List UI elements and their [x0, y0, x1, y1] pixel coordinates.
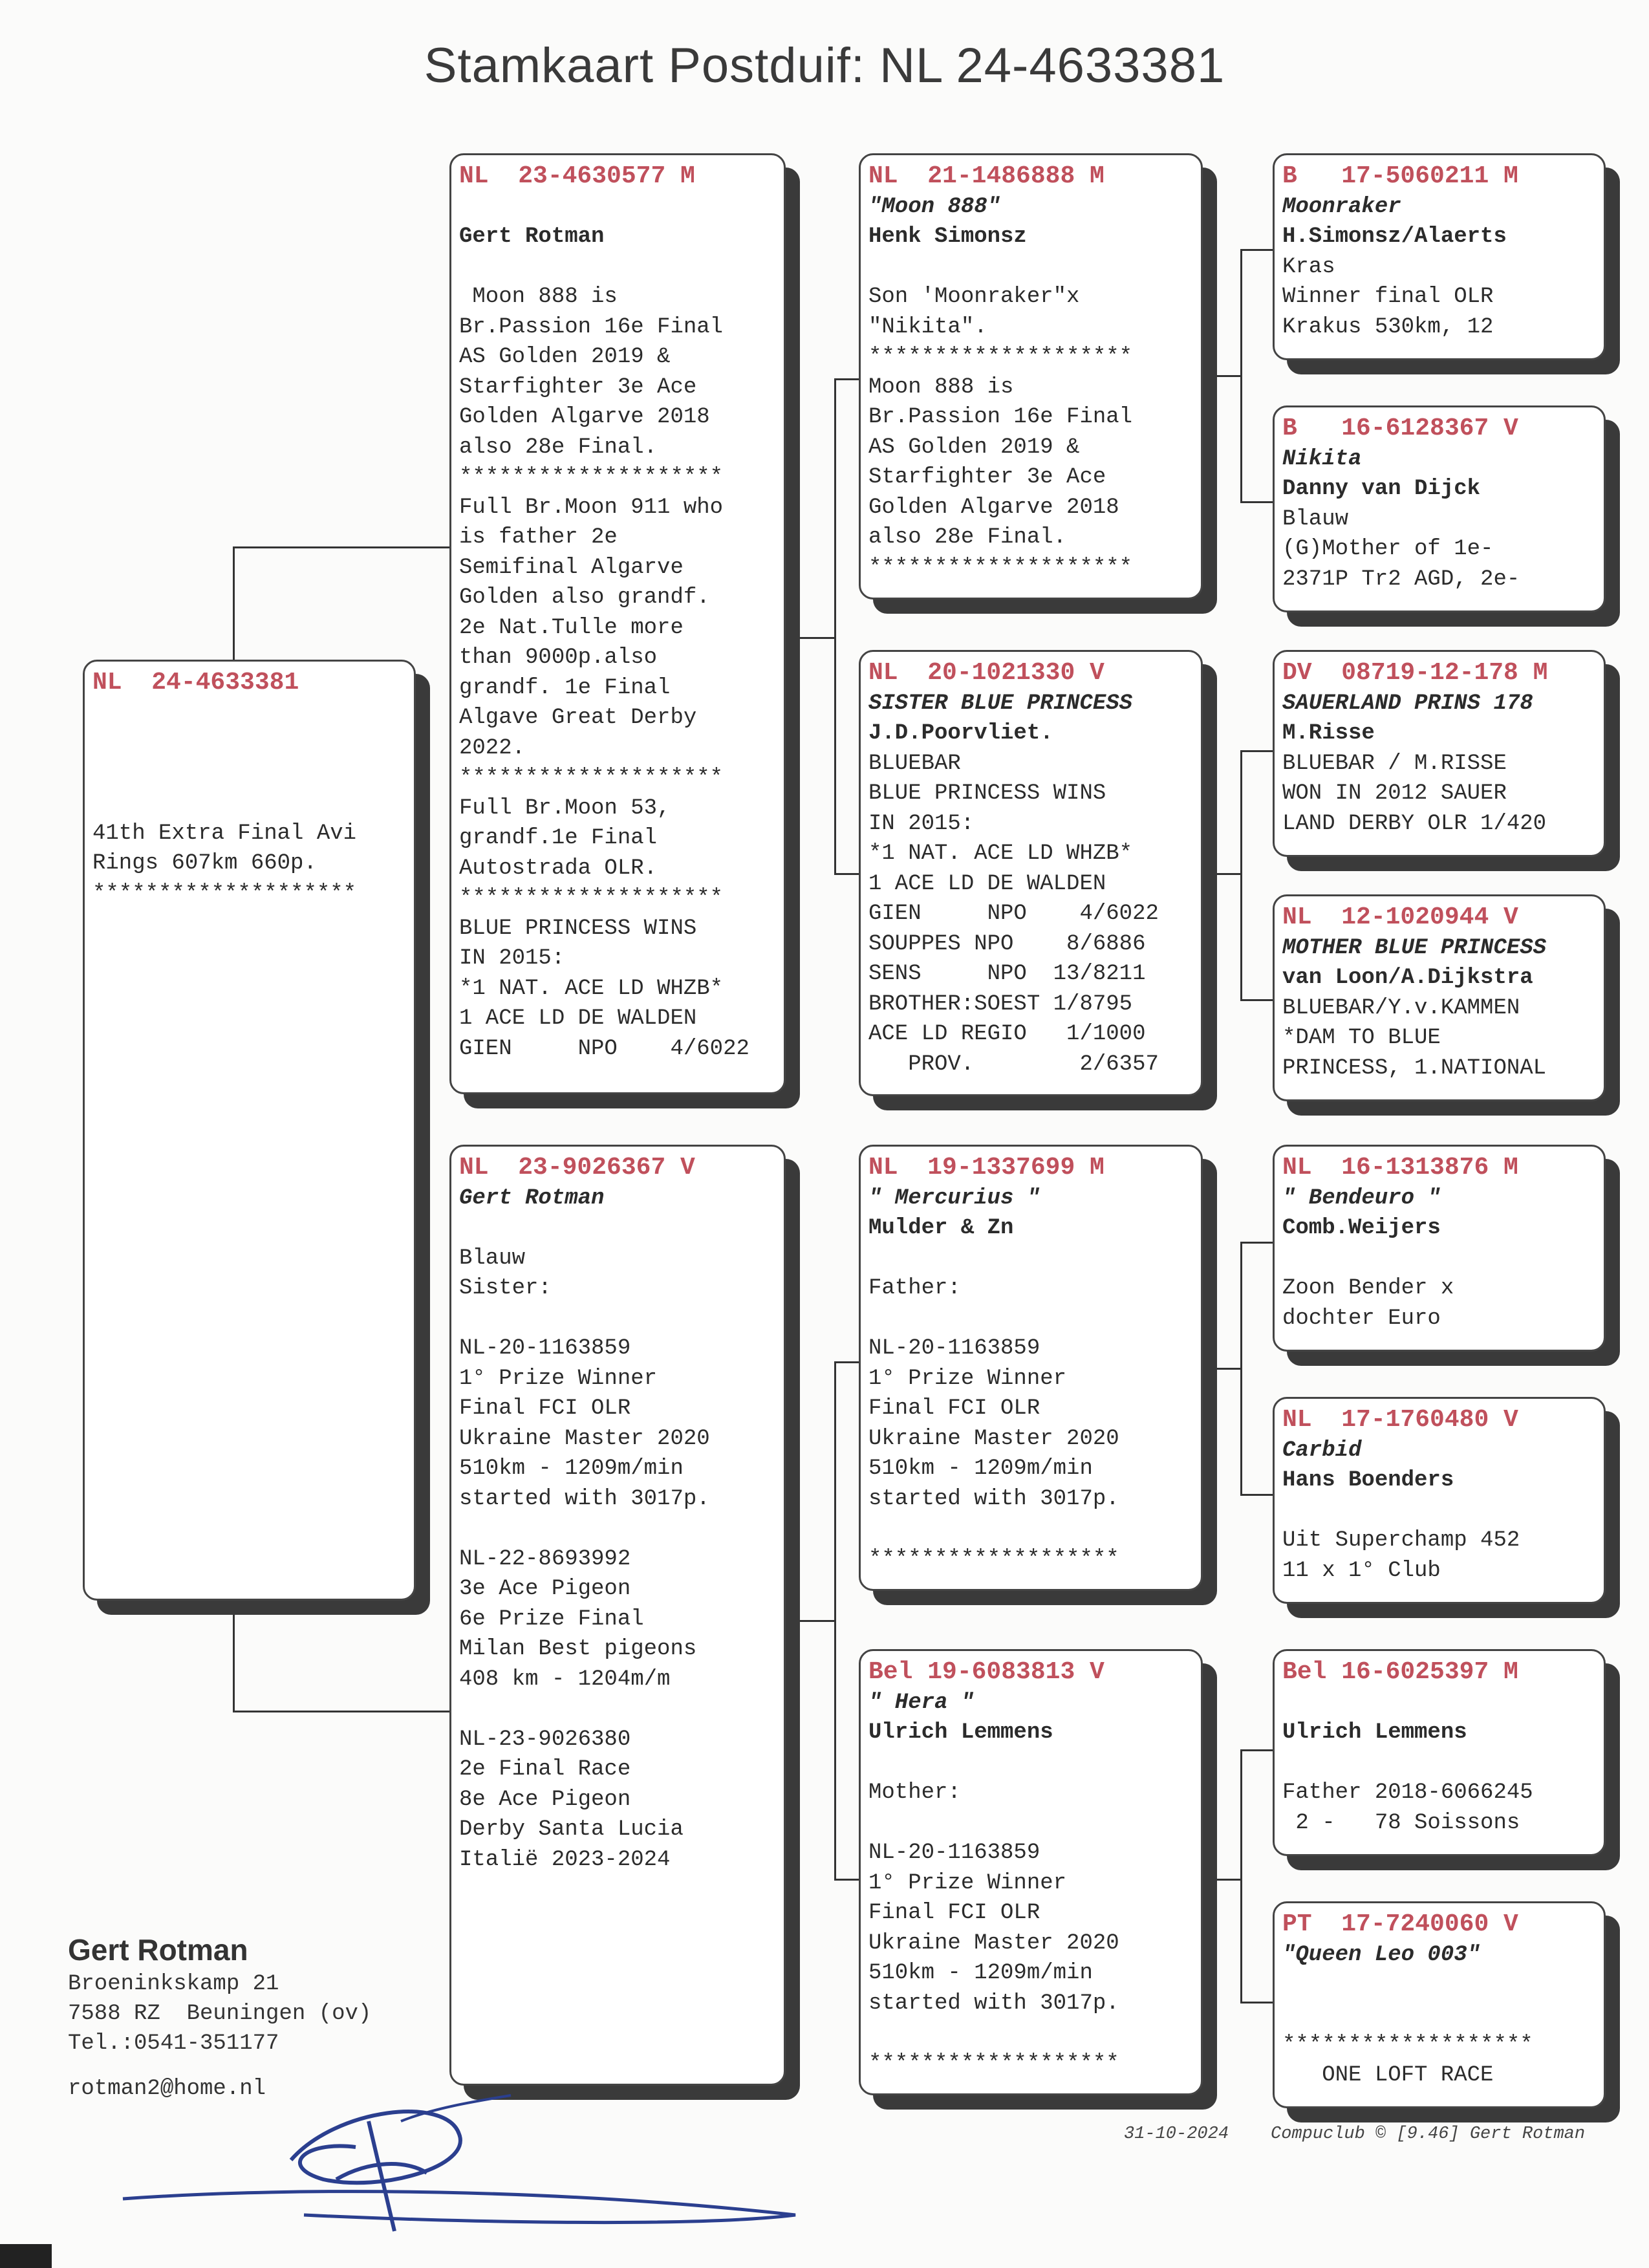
card-line: AS Golden 2019 & [459, 345, 671, 369]
card-line: Final FCI OLR [459, 1396, 631, 1421]
card-line: PRINCESS, 1.NATIONAL [1282, 1055, 1547, 1081]
connector [834, 1361, 859, 1363]
card-line: Sister: [459, 1276, 552, 1301]
card-line: 1° Prize Winner [459, 1366, 658, 1391]
card-sss [1273, 153, 1606, 360]
card-line: Milan Best pigeons [459, 1637, 697, 1661]
page-title: Stamkaart Postduif: NL 24-4633381 [424, 38, 1225, 93]
card-dds [1273, 1649, 1606, 1856]
card-line: ******************* [868, 1546, 1119, 1571]
card-line: Ulrich Lemmens [868, 1720, 1053, 1745]
card-line: NL-20-1163859 [868, 1336, 1040, 1361]
card-line: SISTER BLUE PRINCESS [868, 691, 1133, 716]
footer-software: Compuclub © [9.46] Gert Rotman [1271, 2124, 1586, 2144]
ring-number: NL 21-1486888 M [868, 162, 1105, 190]
breeder-email[interactable]: rotman2@home.nl [68, 2077, 266, 2101]
card-dam-sire [859, 1145, 1203, 1591]
card-line [1282, 1496, 1597, 1526]
card-dam [449, 1145, 786, 2086]
card-line: Father: [868, 1276, 961, 1301]
card-line: Blauw [459, 1246, 526, 1271]
connector [834, 637, 836, 873]
connector [834, 378, 859, 380]
connector [1240, 999, 1273, 1001]
card-line: *1 NAT. ACE LD WHZB* [459, 976, 724, 1001]
card-line [1282, 1244, 1597, 1274]
card-line: IN 2015: [868, 811, 975, 836]
connector [1240, 1749, 1273, 1751]
card-line [459, 1213, 777, 1244]
card-line: grandf. 1e Final [459, 675, 671, 700]
card-line: 510km - 1209m/min [459, 1456, 684, 1481]
card-line: also 28e Final. [868, 525, 1067, 550]
card-line: grandf.1e Final [459, 826, 658, 850]
card-line: Carbid [1282, 1438, 1362, 1463]
ring-number: B 17-5060211 M [1282, 162, 1518, 190]
card-line: Golden Algarve 2018 [868, 495, 1119, 520]
connector [834, 378, 836, 637]
card-line: ACE LD REGIO 1/1000 [868, 1022, 1146, 1046]
card-line: Uit Superchamp 452 [1282, 1528, 1520, 1553]
card-line: 2371P Tr2 AGD, 2e- [1282, 567, 1520, 592]
signature-image [110, 2082, 808, 2238]
card-line: 510km - 1209m/min [868, 1456, 1093, 1481]
breeder-street: Broeninkskamp 21 [68, 1972, 279, 1996]
card-line: 1° Prize Winner [868, 1366, 1067, 1391]
ring-number: NL 12-1020944 V [1282, 903, 1518, 931]
ring-number: NL 24-4633381 [92, 669, 299, 697]
card-line: 2e Nat.Tulle more [459, 615, 684, 640]
card-line: Danny van Dijck [1282, 477, 1481, 501]
card-line: Winner final OLR [1282, 285, 1494, 309]
scan-edge [0, 2244, 52, 2268]
connector [1240, 1242, 1273, 1244]
card-line: also 28e Final. [459, 435, 658, 460]
card-line: 2e Final Race [459, 1757, 631, 1782]
card-line: *1 NAT. ACE LD WHZB* [868, 841, 1133, 866]
ring-number: NL 19-1337699 M [868, 1154, 1105, 1182]
card-line: 2022. [459, 735, 526, 761]
card-line [868, 1748, 1194, 1778]
card-line: started with 3017p. [459, 1486, 710, 1511]
card-line [92, 759, 407, 789]
card-line: Full Br.Moon 911 who [459, 495, 724, 520]
breeder-name: Gert Rotman [68, 1933, 248, 1967]
card-dss [1273, 1145, 1606, 1352]
card-line: WON IN 2012 SAUER [1282, 781, 1507, 806]
ring-number: NL 20-1021330 V [868, 659, 1105, 687]
card-line: 1 ACE LD DE WALDEN [868, 871, 1106, 896]
card-line: Gert Rotman [459, 1185, 605, 1211]
breeder-phone: Tel.:0541-351177 [68, 2031, 279, 2056]
connector [1240, 249, 1242, 501]
card-line: started with 3017p. [868, 1486, 1119, 1511]
card-line [1282, 1970, 1597, 2000]
ring-number: PT 17-7240060 V [1282, 1910, 1518, 1938]
card-line [868, 1514, 1194, 1544]
card-line: BLUEBAR [868, 751, 961, 776]
card-line: Moon 888 is [459, 285, 618, 309]
card-line: Golden Algarve 2018 [459, 405, 710, 429]
card-line: H.Simonsz/Alaerts [1282, 224, 1507, 249]
connector [1240, 1494, 1273, 1496]
breeder-city: 7588 RZ Beuningen (ov) [68, 2002, 372, 2026]
card-line: ONE LOFT RACE [1282, 2062, 1494, 2088]
card-line: IN 2015: [459, 946, 565, 971]
card-line: NL-23-9026380 [459, 1727, 631, 1752]
breeder-info [68, 1930, 371, 2104]
card-line: Ukraine Master 2020 [868, 1930, 1119, 1956]
connector [1203, 375, 1240, 377]
card-line: Moonraker [1282, 194, 1401, 219]
connector [1240, 1749, 1242, 2002]
card-line: Mulder & Zn [868, 1216, 1014, 1240]
card-line: Henk Simonsz [868, 224, 1027, 249]
card-line [868, 1304, 1194, 1334]
card-line: 1° Prize Winner [868, 1870, 1067, 1895]
connector [1240, 501, 1273, 503]
card-line: GIEN NPO 4/6022 [459, 1036, 749, 1061]
card-line: BLUEBAR / M.RISSE [1282, 751, 1507, 776]
card-line: started with 3017p. [868, 1991, 1119, 2016]
ring-number: NL 23-9026367 V [459, 1154, 695, 1182]
card-line [459, 1304, 777, 1334]
card-ssd [1273, 405, 1606, 612]
card-line: Hans Boenders [1282, 1468, 1454, 1493]
card-line [1282, 1748, 1597, 1778]
ring-number: NL 16-1313876 M [1282, 1154, 1518, 1182]
card-line: 8e Ace Pigeon [459, 1787, 631, 1812]
connector [1240, 750, 1273, 752]
card-line: AS Golden 2019 & [868, 435, 1080, 460]
card-line: NL-22-8693992 [459, 1546, 631, 1571]
ring-number: Bel 16-6025397 M [1282, 1658, 1518, 1686]
card-line: ******************** [92, 881, 357, 906]
card-line: NL-20-1163859 [868, 1841, 1040, 1865]
connector [233, 546, 235, 663]
card-line: van Loon/A.Dijkstra [1282, 966, 1533, 990]
card-sire-dam [859, 650, 1203, 1096]
card-line [459, 252, 777, 283]
card-line: BLUE PRINCESS WINS [459, 916, 697, 941]
card-line: 6e Prize Final [459, 1606, 644, 1632]
card-line: Ulrich Lemmens [1282, 1720, 1467, 1745]
card-dam-dam [859, 1649, 1203, 2095]
card-line: Blauw [1282, 506, 1349, 532]
card-line: Krakus 530km, 12 [1282, 314, 1494, 340]
card-line [459, 192, 777, 222]
card-line: Full Br.Moon 53, [459, 795, 671, 821]
connector [1203, 1368, 1240, 1370]
card-sds [1273, 650, 1606, 857]
card-line: Nikita [1282, 446, 1362, 471]
card-line [92, 728, 407, 759]
card-line: ******************** [459, 465, 724, 490]
connector [233, 1614, 235, 1711]
card-line [868, 252, 1194, 283]
card-line: (G)Mother of 1e- [1282, 537, 1494, 561]
card-sdd [1273, 894, 1606, 1101]
card-line: Autostrada OLR. [459, 856, 658, 881]
ring-number: B 16-6128367 V [1282, 415, 1518, 442]
card-sire [449, 153, 786, 1094]
card-line: Br.Passion 16e Final [868, 405, 1133, 429]
card-line: M.Risse [1282, 721, 1375, 746]
card-line: Final FCI OLR [868, 1901, 1040, 1925]
card-line: GIEN NPO 4/6022 [868, 902, 1159, 926]
card-line: Comb.Weijers [1282, 1216, 1441, 1240]
card-line: J.D.Poorvliet. [868, 721, 1053, 746]
connector [1203, 1879, 1240, 1881]
connector [786, 637, 834, 639]
card-line: Zoon Bender x [1282, 1276, 1454, 1301]
card-line: " Bendeuro " [1282, 1185, 1441, 1211]
card-line: MOTHER BLUE PRINCESS [1282, 935, 1547, 960]
card-line: ******************** [459, 766, 724, 790]
card-line: Derby Santa Lucia [459, 1817, 684, 1842]
card-line: PROV. 2/6357 [868, 1052, 1159, 1077]
card-line: ******************* [868, 2051, 1119, 2076]
ring-number: NL 17-1760480 V [1282, 1406, 1518, 1434]
card-line: Kras [1282, 254, 1335, 279]
card-line [868, 1244, 1194, 1274]
card-line: Algave Great Derby [459, 706, 697, 730]
card-line: " Mercurius " [868, 1185, 1040, 1211]
connector [1240, 1242, 1242, 1494]
ring-number: DV 08719-12-178 M [1282, 659, 1548, 687]
card-line: 1 ACE LD DE WALDEN [459, 1006, 697, 1031]
card-line [92, 788, 407, 819]
connector [1240, 249, 1273, 251]
card-sire-sire [859, 153, 1203, 599]
card-line: Br.Passion 16e Final [459, 314, 724, 340]
card-line: SOUPPES NPO 8/6886 [868, 931, 1146, 956]
card-line: ******************** [459, 886, 724, 911]
connector [834, 1361, 836, 1879]
card-line: ******************* [1282, 2033, 1533, 2057]
card-dsd [1273, 1397, 1606, 1604]
card-line: Gert Rotman [459, 224, 605, 249]
connector [1240, 2002, 1273, 2003]
card-line: Rings 607km 660p. [92, 851, 317, 876]
card-line: Mother: [868, 1780, 961, 1805]
connector [233, 1711, 449, 1712]
card-line [868, 1808, 1194, 1839]
card-line: Father 2018-6066245 [1282, 1780, 1533, 1805]
card-line: LAND DERBY OLR 1/420 [1282, 811, 1547, 836]
ring-number: NL 23-4630577 M [459, 162, 695, 190]
card-line: 408 km - 1204m/m [459, 1667, 671, 1692]
card-line: is father 2e [459, 525, 618, 550]
card-line: Italië 2023-2024 [459, 1847, 671, 1872]
connector [1203, 873, 1240, 875]
card-line: Ukraine Master 2020 [868, 1426, 1119, 1451]
card-line: BLUE PRINCESS WINS [868, 781, 1106, 806]
card-line: Son 'Moonraker"x [868, 285, 1080, 309]
card-line: "Queen Leo 003" [1282, 1942, 1481, 1967]
connector [834, 1879, 859, 1881]
card-line: SAUERLAND PRINS 178 [1282, 691, 1533, 716]
card-line: BROTHER:SOEST 1/8795 [868, 991, 1133, 1017]
card-line: Golden also grandf. [459, 585, 710, 610]
card-line: "Moon 888" [868, 194, 1001, 219]
connector [786, 1620, 834, 1622]
connector [233, 546, 449, 548]
card-line: Semifinal Algarve [459, 555, 684, 580]
card-line: 3e Ace Pigeon [459, 1577, 631, 1601]
card-line: 11 x 1° Club [1282, 1558, 1441, 1583]
card-line: " Hera " [868, 1690, 975, 1715]
card-ddd [1273, 1901, 1606, 2108]
card-line [1282, 2000, 1597, 2031]
card-line: Ukraine Master 2020 [459, 1426, 710, 1451]
card-line [92, 698, 407, 729]
card-line: 510km - 1209m/min [868, 1961, 1093, 1985]
card-line: Final FCI OLR [868, 1396, 1040, 1421]
card-line: Moon 888 is [868, 374, 1014, 400]
card-line: 41th Extra Final Avi [92, 821, 357, 846]
card-subject [83, 660, 416, 1601]
card-line: BLUEBAR/Y.v.KAMMEN [1282, 995, 1520, 1021]
footer-date: 31-10-2024 [1124, 2124, 1229, 2144]
card-line: SENS NPO 13/8211 [868, 962, 1146, 986]
card-line: "Nikita". [868, 314, 987, 340]
card-line: ******************** [868, 345, 1133, 369]
card-line: dochter Euro [1282, 1306, 1441, 1331]
card-line: Starfighter 3e Ace [868, 465, 1106, 490]
card-line: 2 - 78 Soissons [1282, 1810, 1520, 1835]
card-line: ******************** [868, 555, 1133, 580]
card-line [459, 1514, 777, 1544]
card-line: *DAM TO BLUE [1282, 1026, 1441, 1050]
connector [1240, 750, 1242, 999]
card-line: than 9000p.also [459, 645, 658, 670]
card-line [1282, 1688, 1597, 1718]
card-line [868, 2018, 1194, 2049]
card-line: NL-20-1163859 [459, 1336, 631, 1361]
card-line [459, 1694, 777, 1725]
card-line: Starfighter 3e Ace [459, 374, 697, 400]
ring-number: Bel 19-6083813 V [868, 1658, 1105, 1686]
connector [834, 873, 859, 875]
